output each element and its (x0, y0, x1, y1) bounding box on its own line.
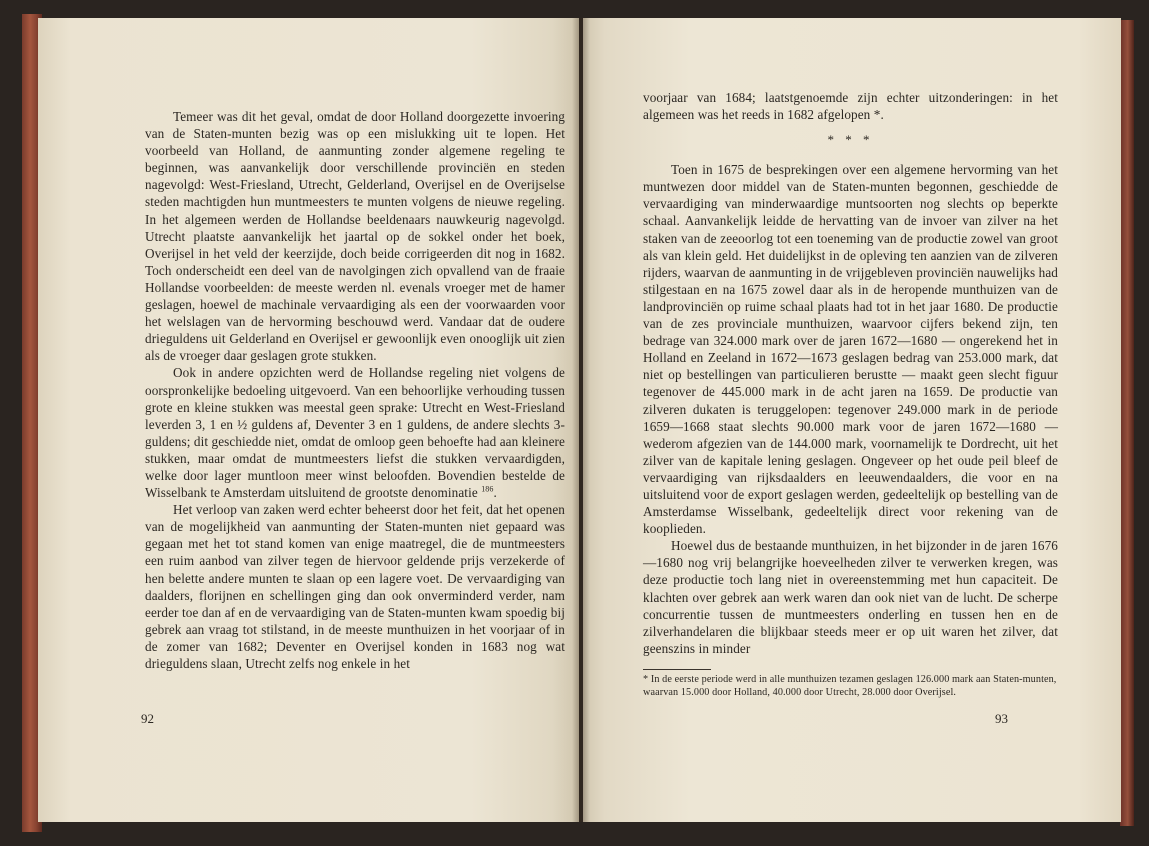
footnote-reference: 186 (481, 484, 494, 494)
section-break-asterisks: * * * (827, 132, 874, 148)
left-paragraph-2: Ook in andere opzichten werd de Hollandse regeling niet volgens de oorspronkelijke bedoeling uitgevoerd. Van een behoorlijke verhouding tussen grote en kleine stukken was meestal geen sprake: Utrecht en West-Friesland leverden 3, 1 en ½ guldens af, Deventer 3 en 1 guldens, de andere slechts 3-guldens; dit geschiedde niet, omdat de omloop geen behoefte had aan kleinere stukken, maar omdat de muntmeesters liefst die stukken vervaardigden, welke door lager muntloon meer winst beloofden. Bovendien bestelde de Wisselbank te Amsterdam uitsluitend de grootste denominatie $^{186}$. (145, 365, 565, 501)
left-paragraph-3: Het verloop van zaken werd echter beheerst door het feit, dat het openen van de mogelijkheid van aanmunting der Staten-munten niet gepaard was gegaan met het tot stand komen van enige maatregel, die de muntmeesters een ruim aanbod van zilver tegen de hiervoor geldende prijs verzekerde of hen belette andere munten te slaan op een lagere voet. De vervaardiging van daalders, florijnen en schellingen ging dan ook onverminderd verder, nam eerder toe dan af en de vervaardiging van de Staten-munten kwam spoedig bij gebrek aan vraag tot stilstand, in de meeste munthuizen in het voorjaar of in de zomer van 1682; Deventer en Overijsel konden in 1683 nog wat drieguldens slaan, Utrecht zelfs nog enkele in het (145, 502, 565, 671)
left-page-body (145, 108, 565, 672)
page-number-left: 92 (141, 711, 154, 726)
right-paragraph-2: Toen in 1675 de besprekingen over een algemene hervorming van het muntwezen door middel van de Staten-munten begonnen, geschiedde de vervaardiging van minderwaardige muntsoorten nog slechts op beperkte schaal. Aanvankelijk leidde de hervatting van de invoer van zilver na het staken van de zeeoorlog tot een toeneming van de productie zowel van groot als van klein geld. Het duidelijkst in de opleving ten aanzien van de zilveren rijders, waarvan de aanmunting in de vrijgebleven provinciën nauwelijks had stilgestaan en na 1675 zowel daar als in de heropende munthuizen van de landprovinciën op ruime schaal plaats had tot in het jaar 1680. De productie van de zes provinciale munthuizen, waarvoor cijfers bekend zijn, ten bedrage van 324.000 mark over de jaren 1672—1680 — ongerekend het in Holland en Zeeland in 1672—1673 geslagen bedrag van 253.000 mark, dat niet op bestellingen van particulieren berustte — maakt geen slecht figuur tegenover de 445.000 mark in de acht jaren na 1659. De productie van zilveren dukaten is teruggelopen: tegenover 249.000 mark in de periode 1659—1668 staat slechts 90.000 mark voor de jaren 1672—1680 — wederom afgezien van de 144.000 mark, voornamelijk te Dordrecht, uit het zilver van de kapitale lening geslagen. Ongeveer op het oude peil bleef de vervaardiging van rijksdaalders en leeuwendaalders, die voor en na uitsluitend voor de export geslagen werden, gedeeltelijk op bestelling van de Amsterdamse Wisselbank, gedeeltelijk direct voor rekening van de kooplieden. (643, 162, 1058, 537)
book-gutter (572, 18, 590, 822)
footnote-divider (643, 669, 711, 670)
page-number-right: 93 (995, 711, 1008, 726)
left-paragraph-1: Temeer was dit het geval, omdat de door Holland doorgezette invoering van de Staten-munten bezig was op een mislukking uit te lopen. Het voorbeeld van Holland, de aanmunting zonder algemene regeling te beginnen, was aanvankelijk door verschillende provinciën en steden nagevolgd: West-Friesland, Utrecht, Gelderland, Overijsel en de Overijselse steden machtigden hun muntmeesters te munten volgens de nieuwe regeling. In het algemeen werden de Hollandse beeldenaars nauwkeurig nagevolgd. Utrecht plaatste aanvankelijk het jaartal op de sokkel onder het boek, Overijsel in het veld der keerzijde, doch beide corrigeerden dit nog in 1682. Toch onderscheidt een deel van de navolgingen zich opvallend van de fraaie Hollandse voorbeelden: de meeste werden nl. evenals vroeger met de hamer geslagen, hoewel de machinale vervaardiging als een der voorwaarden voor het welslagen van de hervorming beschouwd werd. Vandaar dat de oudere drieguldens uit Gelderland en Overijsel er gewoonlijk even onooglijk uit zien als de vroeger daar geslagen grote stukken. (145, 109, 565, 364)
left-page (38, 18, 579, 822)
book-cover-right-edge (1120, 20, 1134, 826)
right-paragraph-1: voorjaar van 1684; laatstgenoemde zijn echter uitzonderingen: in het algemeen was het reeds in 1682 afgelopen *. (643, 90, 1058, 123)
right-paragraph-3: Hoewel dus de bestaande munthuizen, in het bijzonder in de jaren 1676—1680 nog vrij belangrijke hoeveelheden zilver te verwerken kregen, was deze productie toch lang niet in overeenstemming met hun capaciteit. De klachten over gebrek aan werk waren dan ook niet van de lucht. De scherpe concurrentie tussen de muntmeesters onderling en tussen hen en de zilverhandelaren die blijkbaar steeds meer er op uit waren het zilver, dat geenszins in minder (643, 538, 1058, 656)
left-paragraph-2-text: Ook in andere opzichten werd de Hollandse regeling niet volgens de oorspronkelijke bedoeling uitgevoerd. Van een behoorlijke verhouding tussen grote en kleine stukken was meestal geen sprake: Utrecht en West-Friesland leverden 3, 1 en ½ guldens af, Deventer 3 en 1 guldens, de andere slechts 3-guldens; dit geschiedde niet, omdat de omloop geen behoefte had aan kleinere stukken, maar omdat de muntmeesters liefst die stukken vervaardigden, welke door lager muntloon meer winst beloofden. Bovendien bestelde de Wisselbank te Amsterdam uitsluitend de grootste denominatie (145, 365, 565, 501)
footnote-text: * In de eerste periode werd in alle munthuizen tezamen geslagen 126.000 mark aan Staten-munten, waarvan 15.000 door Holland, 40.000 door Utrecht, 28.000 door Overijsel. (643, 673, 1057, 698)
right-page (583, 18, 1121, 822)
right-page-body (643, 89, 1058, 699)
